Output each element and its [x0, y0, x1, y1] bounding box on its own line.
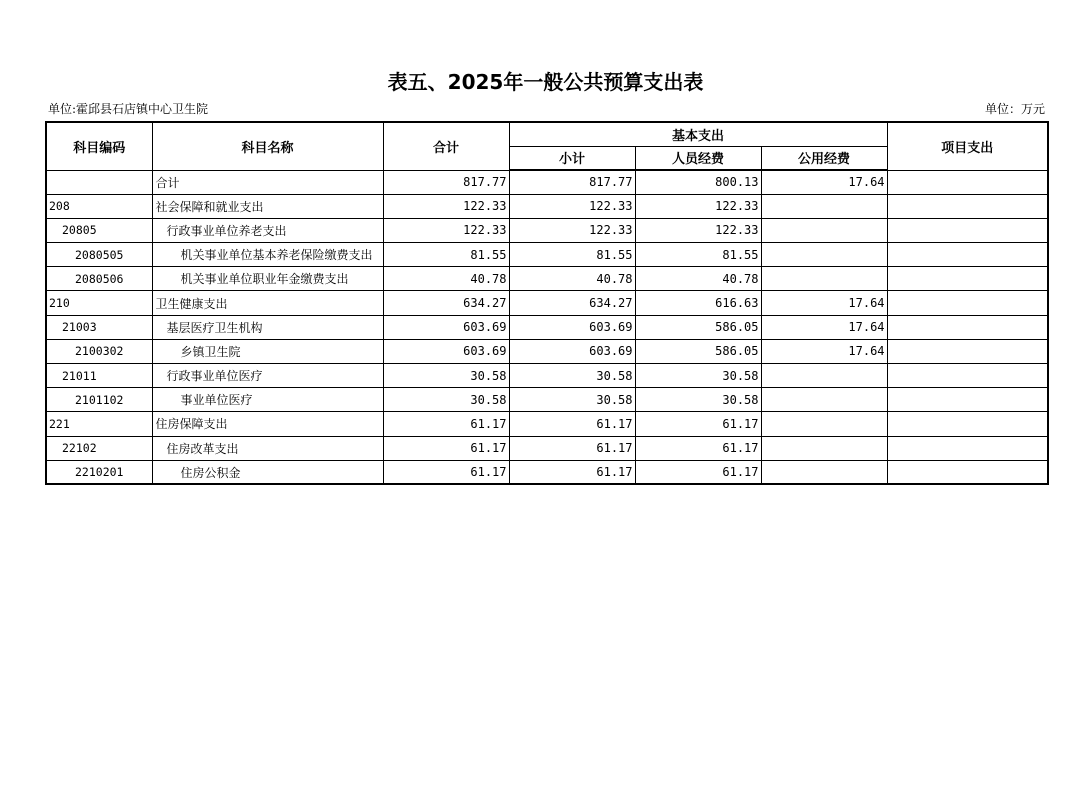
cell-name: 行政事业单位养老支出 [152, 218, 383, 242]
cell-subtotal: 81.55 [509, 243, 635, 267]
header-code: 科目编码 [46, 122, 152, 170]
unit-label-left: 单位:霍邱县石店镇中心卫生院 [48, 102, 209, 116]
cell-project [887, 291, 1048, 315]
cell-personnel: 30.58 [635, 388, 761, 412]
table-row [46, 170, 1048, 194]
cell-code: 221 [46, 412, 152, 436]
table-row [46, 291, 1048, 315]
cell-public [761, 460, 887, 484]
cell-total: 603.69 [383, 315, 509, 339]
cell-code: 21003 [46, 315, 152, 339]
table-row [46, 436, 1048, 460]
table-row [46, 339, 1048, 363]
cell-personnel: 122.33 [635, 218, 761, 242]
table-row [46, 267, 1048, 291]
cell-subtotal: 61.17 [509, 436, 635, 460]
cell-total: 81.55 [383, 243, 509, 267]
cell-subtotal: 61.17 [509, 460, 635, 484]
cell-name: 机关事业单位基本养老保险缴费支出 [152, 243, 383, 267]
cell-total: 603.69 [383, 339, 509, 363]
cell-project [887, 388, 1048, 412]
cell-subtotal: 634.27 [509, 291, 635, 315]
cell-code: 2100302 [46, 339, 152, 363]
cell-name: 乡镇卫生院 [152, 339, 383, 363]
cell-public [761, 194, 887, 218]
cell-public [761, 267, 887, 291]
cell-name: 卫生健康支出 [152, 291, 383, 315]
cell-public [761, 218, 887, 242]
cell-project [887, 436, 1048, 460]
cell-personnel: 800.13 [635, 170, 761, 194]
table-row [46, 315, 1048, 339]
cell-code: 20805 [46, 218, 152, 242]
cell-project [887, 339, 1048, 363]
cell-project [887, 267, 1048, 291]
cell-name: 机关事业单位职业年金缴费支出 [152, 267, 383, 291]
cell-code: 208 [46, 194, 152, 218]
table-row [46, 388, 1048, 412]
header-project: 项目支出 [887, 122, 1048, 170]
cell-name: 行政事业单位医疗 [152, 364, 383, 388]
page-title: 表五、2025年一般公共预算支出表 [387, 70, 704, 94]
cell-subtotal: 817.77 [509, 170, 635, 194]
table-body [46, 170, 1048, 484]
cell-total: 30.58 [383, 364, 509, 388]
table-row [46, 460, 1048, 484]
cell-personnel: 122.33 [635, 194, 761, 218]
cell-subtotal: 122.33 [509, 194, 635, 218]
cell-total: 61.17 [383, 436, 509, 460]
cell-personnel: 81.55 [635, 243, 761, 267]
cell-code: 22102 [46, 436, 152, 460]
header-total: 合计 [383, 122, 509, 170]
cell-name: 合计 [152, 170, 383, 194]
table-row [46, 243, 1048, 267]
cell-personnel: 61.17 [635, 412, 761, 436]
cell-total: 634.27 [383, 291, 509, 315]
cell-total: 817.77 [383, 170, 509, 194]
cell-public: 17.64 [761, 291, 887, 315]
cell-subtotal: 30.58 [509, 364, 635, 388]
cell-personnel: 30.58 [635, 364, 761, 388]
cell-project [887, 460, 1048, 484]
cell-code: 21011 [46, 364, 152, 388]
cell-subtotal: 30.58 [509, 388, 635, 412]
cell-total: 30.58 [383, 388, 509, 412]
cell-personnel: 616.63 [635, 291, 761, 315]
cell-total: 61.17 [383, 412, 509, 436]
table-row [46, 412, 1048, 436]
cell-name: 住房公积金 [152, 460, 383, 484]
cell-code: 2101102 [46, 388, 152, 412]
cell-name: 住房改革支出 [152, 436, 383, 460]
cell-public: 17.64 [761, 339, 887, 363]
cell-personnel: 586.05 [635, 315, 761, 339]
cell-personnel: 586.05 [635, 339, 761, 363]
table-row [46, 218, 1048, 242]
cell-code: 2080506 [46, 267, 152, 291]
cell-total: 122.33 [383, 194, 509, 218]
cell-total: 40.78 [383, 267, 509, 291]
cell-subtotal: 603.69 [509, 339, 635, 363]
cell-name: 基层医疗卫生机构 [152, 315, 383, 339]
cell-public [761, 436, 887, 460]
cell-name: 社会保障和就业支出 [152, 194, 383, 218]
cell-project [887, 194, 1048, 218]
cell-name: 事业单位医疗 [152, 388, 383, 412]
cell-personnel: 40.78 [635, 267, 761, 291]
cell-project [887, 364, 1048, 388]
header-basic: 基本支出 [509, 122, 887, 146]
cell-project [887, 218, 1048, 242]
cell-public [761, 243, 887, 267]
cell-subtotal: 61.17 [509, 412, 635, 436]
table-row [46, 194, 1048, 218]
cell-public [761, 388, 887, 412]
cell-public: 17.64 [761, 315, 887, 339]
header-subtotal: 小计 [509, 146, 635, 170]
cell-subtotal: 603.69 [509, 315, 635, 339]
cell-subtotal: 40.78 [509, 267, 635, 291]
cell-subtotal: 122.33 [509, 218, 635, 242]
cell-personnel: 61.17 [635, 460, 761, 484]
cell-personnel: 61.17 [635, 436, 761, 460]
cell-code: 2210201 [46, 460, 152, 484]
cell-total: 61.17 [383, 460, 509, 484]
header-personnel: 人员经费 [635, 146, 761, 170]
cell-public [761, 412, 887, 436]
header-name: 科目名称 [152, 122, 383, 170]
cell-project [887, 170, 1048, 194]
cell-project [887, 243, 1048, 267]
cell-public: 17.64 [761, 170, 887, 194]
cell-public [761, 364, 887, 388]
budget-table [45, 121, 1049, 485]
cell-project [887, 315, 1048, 339]
cell-name: 住房保障支出 [152, 412, 383, 436]
cell-project [887, 412, 1048, 436]
cell-code: 2080505 [46, 243, 152, 267]
cell-total: 122.33 [383, 218, 509, 242]
unit-label-right: 单位：万元 [984, 102, 1045, 116]
table-row [46, 364, 1048, 388]
cell-code: 210 [46, 291, 152, 315]
header-public: 公用经费 [761, 146, 887, 170]
cell-code [46, 170, 152, 194]
